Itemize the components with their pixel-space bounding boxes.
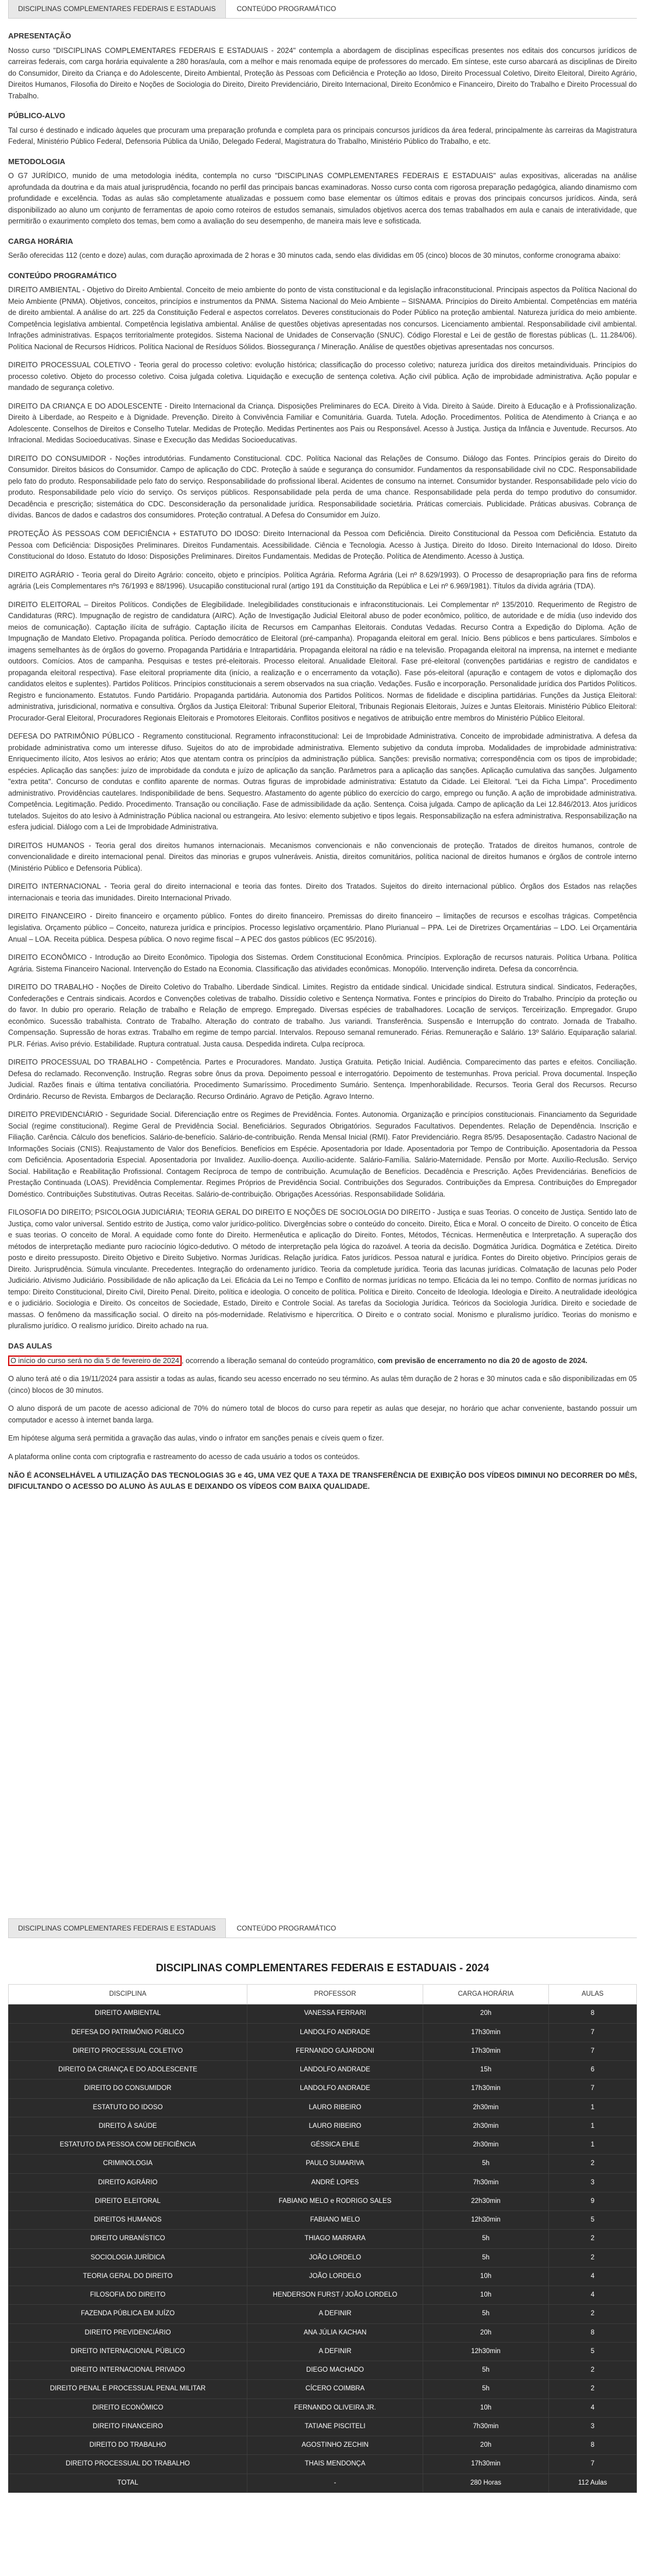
table-row [9, 2211, 637, 2230]
row-professor: ANDRÉ LOPES [247, 2173, 423, 2192]
row-professor: JOÃO LORDELO [247, 2267, 423, 2286]
discipline-topics: - Teoria geral do processo coletivo: evolução histórica; classificação do processo coletivo; natureza jurídica dos direitos metaindividuais. Princípios do processo coletivo. Objeto do processo coletivo. Coisa julgada coletiva. Liquidação e execução de sentença coletiva. Ação civil pública. Ação de improbidade administrativa. Ação popular e mandado de segurança coletivo. [8, 361, 637, 392]
row-professor: A DEFINIR [247, 2305, 423, 2323]
row-professor: FERNANDO OLIVEIRA JR. [247, 2398, 423, 2417]
discipline-name: DIREITO DO CONSUMIDOR [8, 454, 107, 463]
table-row [9, 2305, 637, 2323]
row-professor: FERNANDO GAJARDONI [247, 2042, 423, 2060]
row-aulas: 8 [548, 2436, 636, 2455]
row-aulas: 4 [548, 2267, 636, 2286]
row-disciplina: FILOSOFIA DO DIREITO [9, 2286, 247, 2305]
row-carga: 20h [423, 2436, 549, 2455]
discipline-name: DIREITO DA CRIANÇA E DO ADOLESCENTE [8, 402, 162, 410]
row-carga: 17h30min [423, 2042, 549, 2060]
discipline-item [8, 982, 637, 1050]
discipline-name: DIREITO PROCESSUAL DO TRABALHO [8, 1058, 148, 1067]
discipline-topics: : Direito Internacional da Pessoa com Deficiência. Direito Constitucional da Pessoa com Deficiência. Estatuto da Pessoa com Deficiência: Disposições Preliminares. Direitos Fundamentais. Acessibilidade. Ciência e Tecnologia. Acesso à Justiça. Direito do Idoso. Direito Internacional do Idoso. Direito Constitucional do Idoso. Estatuto do Idoso: Disposições Preliminares. Direitos Fundamentais. Medidas de Proteção. Política de Atendimento. Acesso à Justiça. [8, 530, 637, 561]
table-row [9, 2267, 637, 2286]
row-professor: GÉSSICA EHLE [247, 2136, 423, 2155]
discipline-name: DIREITO AMBIENTAL [8, 286, 80, 294]
row-carga: 5h [423, 2155, 549, 2173]
discipline-topics: - Competência. Partes e Procuradores. Mandato. Justiça Gratuita. Petição Inicial. Audiência. Comparecimento das partes e efeitos. Conciliação. Defesa do reclamado. Reconvenção. Instrução. Regras sobre ônus da prova. Depoimento pessoal e interrogatório. Depoimento de testemunhas. Prova pericial. Prova documental. Inspeção Judicial. Razões finais e última tentativa conciliatória. Procedimento Sumaríssimo. Procedimento Sumário. Sentença. Impenhorabilidade. Recursos. Teoria Geral dos Recursos. Recurso Ordinário. Recurso de Revista. Embargos de Declaração. Recurso Ordinário. Agravo de Petição. Agravo Interno. [8, 1058, 637, 1101]
row-aulas: 7 [548, 2042, 636, 2060]
discipline-topics: – Direitos Políticos. Condições de Elegibilidade. Inelegibilidades constitucionais e infraconstitucionais. Lei Complementar nº 135/2010. Requerimento de Registro de Candidaturas (RRC). Impugnação de registro de candidatura (AIRC). Ação de Investigação Judicial Eleitoral abuso de poder econômico, político, de autoridade e de mídia (uso indevido dos meios de comunicação). Captação ilícita de sufrágio. Captação ilícita de Recursos em Campanhas Eleitorais. Condutas Vedadas. Recurso Contra a Expedição do Diploma. Ação de Impugnação de Mandato Eletivo. Propaganda política. Período democrático de Eleitoral (pré-campanha). Propaganda eleitoral em geral. Início. Bens públicos e bens particulares. Símbolos e imagens semelhantes às de órgãos do governo. Propaganda Partidária e Intrapartidária. Propaganda eleitoral na rádio e na televisão. Propaganda eleitoral na imprensa, na internet e mediante outdoors. Comícios. Atos de campanha. Pesquisas e testes pré-eleitorais. Processo eleitoral. Anualidade Eleitoral. Fase pré-eleitoral (convenções partidárias e registro de candidatos e propaganda eleitoral respectiva). Fase eleitoral propriamente dita (início, a realização e o encerramento da votação). Fase pós-eleitoral (apuração e contagem de votos e diplomação dos candidatos eleitos e suplentes). Partidos Políticos. Princípios constitucionais a serem observados na sua criação. Vedações. Fusão e incorporação. Personalidade jurídica dos Partidos Políticos. Registro e funcionamento. Estatutos. Fundo Partidário. Propaganda partidária. Autonomia dos Partidos Políticos. Normas de fidelidade e disciplina partidárias. Funções da Justiça Eleitoral: administrativa, jurisdicional, normativa e consultiva. Órgãos da Justiça Eleitoral: Tribunal Superior Eleitoral, Tribunais Regionais Eleitorais, Juízes e Juntas Eleitorais. Ministério Público Eleitoral: Procurador-Geral Eleitoral, Procuradores Regionais Eleitorais e Promotores Eleitorais. Conflitos positivos e negativos de atribuição entre membros do Ministério Público Eleitoral. [8, 600, 637, 722]
row-aulas: 2 [548, 2248, 636, 2267]
row-disciplina: DIREITO INTERNACIONAL PÚBLICO [9, 2342, 247, 2361]
table-row [9, 2248, 637, 2267]
row-disciplina: ESTATUTO DO IDOSO [9, 2098, 247, 2117]
row-aulas: 5 [548, 2211, 636, 2230]
table-row [9, 2286, 637, 2305]
total-carga: 280 Horas [423, 2474, 549, 2492]
row-professor: LAURO RIBEIRO [247, 2098, 423, 2117]
row-aulas: 7 [548, 2080, 636, 2098]
row-disciplina: SOCIOLOGIA JURÍDICA [9, 2248, 247, 2267]
row-carga: 12h30min [423, 2211, 549, 2230]
schedule-title: DISCIPLINAS COMPLEMENTARES FEDERAIS E ESTADUAIS - 2024 [155, 1962, 490, 1974]
row-professor: FABIANO MELO e RODRIGO SALES [247, 2192, 423, 2210]
discipline-item [8, 1057, 637, 1102]
table-row [9, 2023, 637, 2042]
row-disciplina: DIREITO DA CRIANÇA E DO ADOLESCENTE [9, 2061, 247, 2080]
table-row [9, 2192, 637, 2210]
discipline-topics: - Regramento constitucional. Regramento infraconstitucional: Lei de Improbidade Administrativa. Conceito de improbidade administrativa. A defesa da probidade administrativa como um interesse difuso. Sujeitos do ato de improbidade administrativa. Elemento subjetivo da conduta ímproba. Modalidades de improbidade administrativa: Enriquecimento ilícito, Atos lesivos ao erário; Atos que atentam contra os princípios da administração pública. Sanções: previsão normativa; correspondência com os tipos de improbidade; espécies. Aplicação das sanções: juízo de improbidade da conduta e juízo de aplicação da sanção. Parâmetros para a aplicação das sanções. Aplicação cumulativa das sanções. Julgamento "extra petita". Concurso de condutas e conflito aparente de normas. Outras figuras de improbidade administrativa: Estatuto da Cidade. Lei Eleitoral. "Lei da Ficha Limpa". Procedimento administrativo. Providências cautelares. Indisponibilidade de bens. Sequestro. Afastamento do agente público do exercício do cargo, emprego ou função. A ação de improbidade administrativa. Competência. Legitimação. Pedido. Procedimento. Transação ou conciliação. Fase de admissibilidade da ação. Sentença. Coisa julgada. Campo de aplicação da Lei 12.846/2013. Atos jurídicos tutelados. Sujeitos do ato lesivo à Administração Pública nacional ou estrangeira. Ato lesivo: elemento subjetivo e tipos legais. Responsabilização na esfera administrativa. Responsabilização na esfera judicial. Diálogo com a Lei de Improbidade Administrativa. [8, 732, 637, 832]
discipline-topics: - Teoria geral do direito internacional e teoria das fontes. Direito dos Tratados. Sujeitos do direito internacional público. Órgãos dos Estados nas relações internacionais e teoria das imunidades. Direito Internacional Privado. [8, 882, 637, 902]
row-disciplina: DIREITO ECONÔMICO [9, 2398, 247, 2417]
schedule-body [9, 2004, 637, 2493]
row-disciplina: DEFESA DO PATRIMÔNIO PÚBLICO [9, 2023, 247, 2042]
discipline-topics: - Direito financeiro e orçamento público. Fontes do direito financeiro. Premissas do direito financeiro – limitações de recursos e escolhas trágicas. Competência legislativa. Orçamento público – Conceito, natureza jurídica e princípios. Processo legislativo orçamentário. Plano Plurianual – PPA. Lei de Diretrizes Orçamentárias – LDO. Lei Orçamentária Anual – LOA. Receita pública. Despesa pública. O novo regime fiscal – A PEC dos gastos públicos (EC 95/2016). [8, 912, 637, 943]
tab-bar-bottom [8, 1919, 637, 1938]
table-row [9, 2436, 637, 2455]
table-row [9, 2342, 637, 2361]
total-disciplina: TOTAL [9, 2474, 247, 2492]
row-carga: 10h [423, 2398, 549, 2417]
discipline-item [8, 360, 637, 394]
tab-conteudo[interactable]: CONTEÚDO PROGRAMÁTICO [227, 0, 346, 18]
discipline-topics: - Teoria geral dos direitos humanos internacionais. Mecanismos convencionais e não convencionais de proteção. Tratados de direitos humanos, controle de convencionalidade e direito internacional penal. Direitos das minorias e grupos vulneráveis. Anistia, direitos comunitários, política nacional de direitos humanos e órgãos de controle interno (Ministério Público e Defensoria Pública). [8, 841, 637, 872]
header-aulas: AULAS [548, 1985, 636, 2004]
row-professor: TATIANE PISCITELI [247, 2417, 423, 2436]
row-aulas: 3 [548, 2417, 636, 2436]
discipline-item [8, 911, 637, 945]
row-disciplina: DIREITO PREVIDENCIÁRIO [9, 2323, 247, 2342]
row-aulas: 7 [548, 2023, 636, 2042]
aulas-access-text: O aluno terá até o dia 19/11/2024 para assistir a todas as aulas, ficando seu acesso encerrado no seu término. As aulas têm duração de 2 horas e 30 minutos cada e são disponibilizadas em 05 (cinco) blocos de 30 minutos. [8, 1375, 637, 1395]
discipline-item [8, 528, 637, 563]
row-carga: 2h30min [423, 2117, 549, 2135]
discipline-name: DIREITO FINANCEIRO [8, 912, 87, 921]
apresentacao-text: Nosso curso "DISCIPLINAS COMPLEMENTARES FEDERAIS E ESTADUAIS - 2024" contempla a abordagem de disciplinas específicas presentes nos editais dos concursos jurídicos de carreiras federais, com carga horária equivalente a 280 horas/aula, com a melhor e mais renomada equipe de professores do mercado. Em síntese, este curso abarcará as disciplinas de Direito do Consumidor, Direito da Criança e do Adolescente, Direito Ambiental, Proteção às Pessoas com Deficiência e Proteção ao Idoso, Direito Processual Coletivo, Direito Eleitoral, Direito Agrário, Direitos Humanos, Filosofia do Direito e Noções de Sociologia do Direito, Direito Previdenciário, Direito Internacional, Direito Econômico e Financeiro, Direito do Trabalho e Direito Processual do Trabalho. [8, 46, 637, 100]
section-title-carga: CARGA HORÁRIA [8, 236, 73, 246]
row-carga: 17h30min [423, 2023, 549, 2042]
row-disciplina: ESTATUTO DA PESSOA COM DEFICIÊNCIA [9, 2136, 247, 2155]
table-row [9, 2155, 637, 2173]
row-disciplina: DIREITO FINANCEIRO [9, 2417, 247, 2436]
row-aulas: 2 [548, 2361, 636, 2380]
row-disciplina: CRIMINOLOGIA [9, 2155, 247, 2173]
discipline-topics: - Direito Internacional da Criança. Disposições Preliminares do ECA. Direito à Vida. Direito à Saúde. Direito à Educação e à Profissionalização. Direito à Liberdade, ao Respeito e à Dignidade. Prevenção. Direito à Convivência Familiar e Comunitária. Guarda. Tutela. Adoção. Procedimentos. Política de Atendimento à Criança e ao Adolescente. Conselhos de Direitos e Conselho Tutelar. Medidas de Proteção. Medidas Pertinentes aos Pais ou Responsável. Acesso à Justiça. Justiça da Infância e Juventude. Recursos. Ato Infracional. Medidas Socioeducativas. Sinase e Execução das Medidas Socioeducativas. [8, 402, 637, 445]
row-aulas: 7 [548, 2455, 636, 2474]
row-disciplina: DIREITO À SAÚDE [9, 2117, 247, 2135]
row-professor: VANESSA FERRARI [247, 2004, 423, 2023]
tab-bar [8, 0, 637, 19]
table-row [9, 2136, 637, 2155]
metodologia-text: O G7 JURÍDICO, munido de uma metodologia inédita, contempla no curso "DISCIPLINAS COMPLEMENTARES FEDERAIS E ESTADUAIS" aulas expositivas, aliceradas na análise aprofundada da doutrina e da mais atual jurisprudência, focando no perfil das principais bancas examinadoras. Nosso curso conta com rigorosa preparação pedagógica, aliando dinamismo com profundidade e excelência. Todas as aulas são completamente atualizadas e possuem como base elementar os últimos editais e provas dos principais concursos jurídicos. Ainda, será disponibilizado ao aluno um conjunto de ferramentas de apoio como roteiros de estudos semanais, simulados objetivos acerca dos temas trabalhados em aula e canais de interatividade, que permitirão o exaurimento completo dos temas, bem como a avaliação do seu desempenho, de maneira mais leve e sofisticada. [8, 172, 637, 226]
row-carga: 15h [423, 2061, 549, 2080]
discipline-list [8, 285, 637, 1332]
row-carga: 5h [423, 2305, 549, 2323]
row-aulas: 2 [548, 2230, 636, 2248]
row-carga: 12h30min [423, 2342, 549, 2361]
row-carga: 5h [423, 2230, 549, 2248]
row-professor: AGOSTINHO ZECHIN [247, 2436, 423, 2455]
aulas-start-text [8, 1356, 637, 1367]
discipline-name: PROTEÇÃO ÀS PESSOAS COM DEFICIÊNCIA + ESTATUTO DO IDOSO [8, 530, 258, 538]
row-professor: HENDERSON FURST / JOÃO LORDELO [247, 2286, 423, 2305]
row-professor: ANA JÚLIA KACHAN [247, 2323, 423, 2342]
table-row [9, 2398, 637, 2417]
discipline-topics: - Objetivo do Direito Ambiental. Conceito de meio ambiente do ponto de vista constitucional e da legislação infraconstitucional. Principais aspectos da Política Nacional do Meio Ambiente (PNMA). Objetivos, conceitos, princípios e instrumentos da PNMA. Sistema Nacional do Meio Ambiente – SISNAMA. Princípios do Direito Ambiental. Competências em matéria de direito ambiental. A análise do art. 225 da Constituição Federal e aspectos correlatos. Deveres constitucionais do Poder Público na proteção ambiental. Natureza jurídica do meio ambiente. Competência legislativa ambiental. Competência legislativa ambiental. Análise de questões objetivas apresentadas nos concursos. Licenciamento ambiental. Responsabilidade civil ambiental. Infrações administrativas. Espaços territorialmente protegidos. Sistema Nacional de Unidades de Conservação (SNUC). Código Florestal e Lei de gestão de florestas públicas (L. 11.284/06). Política Nacional de Recursos Hídricos. Política Nacional de Resíduos Sólidos. Biossegurança / Mineração. Análise de questões objetivas apresentadas nos concursos. [8, 286, 637, 351]
discipline-item [8, 731, 637, 833]
aulas-recording-text: Em hipótese alguma será permitida a gravação das aulas, vindo o infrator em sanções penais e cíveis quem o fizer. [8, 1434, 384, 1443]
discipline-name: DIREITO DO TRABALHO [8, 983, 94, 992]
discipline-item [8, 599, 637, 725]
row-carga: 2h30min [423, 2136, 549, 2155]
table-row [9, 2380, 637, 2398]
row-disciplina: DIREITO PROCESSUAL COLETIVO [9, 2042, 247, 2060]
table-row [9, 2323, 637, 2342]
discipline-topics: - Justiça e suas Teorias. O conceito de Justiça. Sentido lato de Justiça, como valor universal. Sentido estrito de Justiça, como valor jurídico-político. Divergências sobre o conteúdo do conceito. Direito, Ética e Moral. O conceito de Direito. O conceito de Ética e suas teorias. O conceito de Moral. A equidade como fonte do Direito. Hermenêutica e aplicação do Direito. Fontes, Métodos, Técnicas. Hermenêutica e Interpretação. A superação dos métodos de interpretação mediante puro raciocínio lógico-dedutivo. O método de interpretação pela lógica do razoável. A teoria da decisão. Dogmática Jurídica. Dogmática e Zetética. Direito posto e direito pressuposto. Direito Objetivo e Direito Subjetivo. Normas Jurídicas. Relação jurídica. Fatos jurídicos. Pessoa natural e jurídica. Fontes do Direito objetivo. Princípios gerais de Direito. Jurisprudência. Súmula vinculante. Precedentes. Integração do ordenamento jurídico. Teoria da completude jurídica. Teoria das lacunas jurídicas. Colmatação de lacunas pelo Poder Judiciário. Ativismo Judiciário. Possibilidade de não aplicação da Lei. Eficácia da Lei no Tempo e Conflito de normas jurídicas no tempo. Eficácia da lei no tempo. Conflito de normas jurídicas no tempo: Direito Constitucional, Direito Civil, Direito Penal. Direito, política e ideologia. O conceito de política. Política e Direito. Conceito de Ideologia. Ideologia e Direito. A neutralidade ideológica e o judiciário. Sociologia e Direito. Os conceitos de Sociedade, Estado, Direito e Controle Social. As tarefas da Sociologia Jurídica. Teóricos da Sociologia Jurídica. Direito e sociedade de massas. O fenômeno da massificação social. O direito na pós-modernidade. Relativismo e hipercrítica. O Direito e o contrato social. Monismo e pluralismo jurídico. Teorias do monismo e pluralismo jurídico. O realismo jurídico. Direito achado na rua. [8, 1208, 637, 1330]
row-carga: 2h30min [423, 2098, 549, 2117]
discipline-item [8, 952, 637, 975]
discipline-item [8, 285, 637, 353]
header-professor: PROFESSOR [247, 1985, 423, 2004]
table-row [9, 2042, 637, 2060]
tab-conteudo-bottom[interactable]: CONTEÚDO PROGRAMÁTICO [227, 1918, 346, 1938]
row-aulas: 3 [548, 2173, 636, 2192]
row-disciplina: FAZENDA PÚBLICA EM JUÍZO [9, 2305, 247, 2323]
row-carga: 10h [423, 2286, 549, 2305]
row-carga: 7h30min [423, 2173, 549, 2192]
row-disciplina: DIREITO PROCESSUAL DO TRABALHO [9, 2455, 247, 2474]
discipline-name: DIREITO PREVIDENCIÁRIO [8, 1110, 103, 1119]
row-disciplina: DIREITO AMBIENTAL [9, 2004, 247, 2023]
total-row [9, 2474, 637, 2492]
bandwidth-warning: NÃO É ACONSELHÁVEL A UTILIZAÇÃO DAS TECNOLOGIAS 3G e 4G, UMA VEZ QUE A TAXA DE TRANSFERÊNCIA DE EXIBIÇÃO DOS VÍDEOS DIMINUI NO DECORRER DO MÊS, DIFICULTANDO O ACESSO DO ALUNO ÀS AULAS E DEIXANDO OS VÍDEOS COM BAIXA QUALIDADE. [8, 1471, 637, 1491]
aulas-start-rest: , ocorrendo a liberação semanal do conteúdo programático, [181, 1356, 376, 1365]
discipline-name: DIREITO PROCESSUAL COLETIVO [8, 361, 131, 370]
row-aulas: 8 [548, 2323, 636, 2342]
row-aulas: 1 [548, 2098, 636, 2117]
row-professor: THAIS MENDONÇA [247, 2455, 423, 2474]
table-row [9, 2455, 637, 2474]
row-aulas: 2 [548, 2155, 636, 2173]
row-disciplina: TEORIA GERAL DO DIREITO [9, 2267, 247, 2286]
row-disciplina: DIREITO ELEITORAL [9, 2192, 247, 2210]
discipline-topics: - Seguridade Social. Diferenciação entre os Regimes de Previdência. Fontes. Autonomia. Organização e princípios constitucionais. Financiamento da Seguridade Social (regime constitucional). Regime Geral de Previdência Social. Beneficiários. Segurados Obrigatórios. Segurados Facultativos. Dependentes. Relação de Dependência. Inscrição e Filiação. Carência. Cálculo dos benefícios. Salário-de-benefício. Salário-de-contribuição. Renda Mensal Inicial (RMI). Fator Previdenciário. Regra 85/95. Desaposentação. Cadastro Nacional de Informações Sociais (CNIS). Reajustamento de Valor dos Benefícios. Benefícios em Espécie. Aposentadoria por Idade. Aposentadoria por Tempo de Contribuição. Aposentadoria da Pessoa com Deficiência. Aposentadoria Especial. Aposentadoria por Invalidez. Auxílio-doença. Auxílio-acidente. Salário-Família. Salário-Maternidade. Pensão por Morte. Auxílio-Reclusão. Serviço Social. Habilitação e Reabilitação Profissional. Contagem Recíproca de tempo de contribuição. Acumulação de Benefícios. Decadência e Prescrição. Ações Previdenciárias. Benefícios de Prestação Continuada (LOAS). Previdência Complementar. Regimes Próprios de Previdência Social. Contribuições dos Segurados. Contribuições da Empresa. Contribuições do Empregador Doméstico. Contribuições Substitutivas. Outras Receitas. Salário-de-contribuição. Obrigações Acessórias. Responsabilidade Solidária. [8, 1110, 637, 1198]
discipline-topics: - Noções de Direito Coletivo do Trabalho. Liberdade Sindical. Limites. Registro da entidade sindical. Unicidade sindical. Estrutura sindical. Sindicatos, Federações, Confederações e Centrais sindicais. Acordos e Convenções coletivas de trabalho. Dissídio coletivo e Sentença Normativa. Fontes e princípios do Direito do Trabalho. Princípio da proteção ou do favor. In dubio pro operario. Relação de trabalho e Relação de emprego. Empregado. Diversas espécies de trabalhadores. Locação de serviços. Terceirização. Empregador. Grupo econômico. Sucessão trabalhista. Contrato de Trabalho. Alteração do contrato de trabalho. Jus variandi. Transferência. Suspensão e Interrupção do contrato. Jornada de Trabalho. Compensação. Supressão de horas extras. Trabalho em regime de tempo parcial. Intervalos. Repouso semanal remunerado. Férias. Remuneração e Salário. 13º Salário. Equiparação salarial. PLR. Férias. Aviso prévio. Estabilidade. Ruptura contratual. Justa causa. Despedida indireta. Culpa recíproca. [8, 983, 637, 1048]
tab-disciplinas[interactable]: DISCIPLINAS COMPLEMENTARES FEDERAIS E ESTADUAIS [8, 0, 226, 18]
table-row [9, 2061, 637, 2080]
table-row [9, 2080, 637, 2098]
row-aulas: 2 [548, 2305, 636, 2323]
total-professor: - [247, 2474, 423, 2492]
discipline-name: DIREITO ELEITORAL [8, 600, 81, 609]
row-carga: 17h30min [423, 2455, 549, 2474]
row-professor: LANDOLFO ANDRADE [247, 2023, 423, 2042]
row-disciplina: DIREITO INTERNACIONAL PRIVADO [9, 2361, 247, 2380]
row-aulas: 8 [548, 2004, 636, 2023]
row-aulas: 4 [548, 2398, 636, 2417]
discipline-item [8, 570, 637, 592]
tab-disciplinas-bottom[interactable]: DISCIPLINAS COMPLEMENTARES FEDERAIS E ESTADUAIS [8, 1918, 226, 1938]
row-professor: LAURO RIBEIRO [247, 2117, 423, 2135]
row-disciplina: DIREITO PENAL E PROCESSUAL PENAL MILITAR [9, 2380, 247, 2398]
discipline-item [8, 1207, 637, 1332]
row-carga: 22h30min [423, 2192, 549, 2210]
row-professor: CÍCERO COIMBRA [247, 2380, 423, 2398]
row-carga: 5h [423, 2248, 549, 2267]
row-carga: 20h [423, 2323, 549, 2342]
header-carga: CARGA HORÁRIA [423, 1985, 549, 2004]
table-row [9, 2417, 637, 2436]
course-start-highlight: O início do curso será no dia 5 de fevereiro de 2024 [8, 1356, 182, 1366]
schedule-header-row [9, 1985, 637, 2004]
row-carga: 10h [423, 2267, 549, 2286]
row-aulas: 9 [548, 2192, 636, 2210]
discipline-item [8, 840, 637, 875]
row-carga: 5h [423, 2380, 549, 2398]
table-row [9, 2004, 637, 2023]
row-professor: PAULO SUMARIVA [247, 2155, 423, 2173]
row-disciplina: DIREITOS HUMANOS [9, 2211, 247, 2230]
section-title-metodologia: METODOLOGIA [8, 157, 65, 166]
total-aulas: 112 Aulas [548, 2474, 636, 2492]
row-professor: THIAGO MARRARA [247, 2230, 423, 2248]
discipline-name: DIREITO INTERNACIONAL [8, 882, 101, 891]
row-aulas: 6 [548, 2061, 636, 2080]
table-row [9, 2361, 637, 2380]
discipline-item [8, 881, 637, 904]
section-title-conteudo: CONTEÚDO PROGRAMÁTICO [8, 271, 117, 280]
table-row [9, 2098, 637, 2117]
discipline-topics: - Noções introdutórias. Fundamento Constitucional. CDC. Política Nacional das Relações de Consumo. Diálogo das Fontes. Princípios gerais do Direito do Consumidor. Direitos básicos do Consumidor. Campo de aplicação do CDC. Proteção à saúde e segurança do consumidor. Fundamentos da responsabilidade civil no CDC. Responsabilidade pelo fato do produto. Responsabilidade pelo fato do serviço. Responsabilidade do profissional liberal. Acidentes de consumo na internet. Consumidor bystander. Responsabilidade pelo vício do produto. Responsabilidade pelo vício do serviço. Os serviços públicos. Responsabilidade pela perda de uma chance. Responsabilidade pela perda do tempo produtivo do consumidor. Decadência e prescrição; sistemática do CDC. Desconsideração da personalidade jurídica. Responsabilidade societária. Práticas comerciais. Publicidade. Práticas abusivas. Cobrança de dívidas. Bancos de dados e cadastros dos consumidores. Proteção contratual. A Defesa do Consumidor em Juízo. [8, 454, 637, 520]
row-aulas: 4 [548, 2286, 636, 2305]
row-aulas: 1 [548, 2136, 636, 2155]
section-title-apresentacao: APRESENTAÇÃO [8, 31, 72, 40]
row-carga: 7h30min [423, 2417, 549, 2436]
row-disciplina: DIREITO DO CONSUMIDOR [9, 2080, 247, 2098]
row-disciplina: DIREITO DO TRABALHO [9, 2436, 247, 2455]
discipline-name: FILOSOFIA DO DIREITO; PSICOLOGIA JUDICIÁRIA; TEORIA GERAL DO DIREITO E NOÇÕES DE SOCIOLOGIA DO DIREITO [8, 1208, 431, 1217]
discipline-name: DIREITO ECONÔMICO [8, 953, 87, 962]
row-professor: FABIANO MELO [247, 2211, 423, 2230]
aulas-extra-text: O aluno disporá de um pacote de acesso adicional de 70% do número total de blocos do curso para repetir as aulas que desejar, no horário que achar conveniente, bastando possuir um computador e acesso à internet banda larga. [8, 1404, 637, 1424]
discipline-name: DEFESA DO PATRIMÔNIO PÚBLICO [8, 732, 134, 741]
publico-text: Tal curso é destinado e indicado àqueles que procuram uma preparação profunda e completa para os principais concursos jurídicos da área federal, principalmente às carreiras da Magistratura Federal, Ministério Público Federal, Defensoria Pública da União, Delegado Federal, Magistratura do Trabalho, Ministério Público do Trabalho, e etc. [8, 126, 637, 146]
section-title-publico: PÚBLICO-ALVO [8, 111, 65, 120]
row-aulas: 2 [548, 2380, 636, 2398]
row-aulas: 5 [548, 2342, 636, 2361]
row-carga: 17h30min [423, 2080, 549, 2098]
schedule-table [8, 1984, 637, 2493]
row-professor: DIEGO MACHADO [247, 2361, 423, 2380]
row-professor: A DEFINIR [247, 2342, 423, 2361]
course-document [8, 19, 637, 1904]
row-professor: LANDOLFO ANDRADE [247, 2061, 423, 2080]
table-row [9, 2117, 637, 2135]
discipline-name: DIREITOS HUMANOS [8, 841, 84, 850]
discipline-name: DIREITO AGRÁRIO [8, 570, 74, 579]
section-title-aulas: DAS AULAS [8, 1342, 52, 1350]
row-professor: LANDOLFO ANDRADE [247, 2080, 423, 2098]
row-carga: 20h [423, 2004, 549, 2023]
discipline-item [8, 453, 637, 521]
table-row [9, 2173, 637, 2192]
row-disciplina: DIREITO URBANÍSTICO [9, 2230, 247, 2248]
discipline-item [8, 401, 637, 446]
aulas-end-date: com previsão de encerramento no dia 20 de agosto de 2024. [375, 1356, 588, 1365]
row-aulas: 1 [548, 2117, 636, 2135]
row-disciplina: DIREITO AGRÁRIO [9, 2173, 247, 2192]
header-disciplina: DISCIPLINA [9, 1985, 247, 2004]
row-carga: 5h [423, 2361, 549, 2380]
carga-text: Serão oferecidas 112 (cento e doze) aulas, com duração aproximada de 2 horas e 30 minutos cada, sendo elas divididas em 05 (cinco) blocos de 30 minutos, conforme cronograma abaixo: [8, 251, 621, 260]
discipline-topics: - Introdução ao Direito Econômico. Tipologia dos Sistemas. Ordem Constitucional Econômica. Princípios. Exploração de recursos naturais. Política Urbana. Política Agrária. Sistema Financeiro Nacional. Intervenção do Estado na Economia. Classificação das atividades econômicas. Monopólio. Intervenção indireta. Defesa da concorrência. [8, 953, 637, 973]
row-professor: JOÃO LORDELO [247, 2248, 423, 2267]
discipline-topics: - Teoria geral do Direito Agrário: conceito, objeto e princípios. Política Agrária. Reforma Agrária (Lei nº 8.629/1993). O Processo de desapropriação para fins de reforma agrária (Leis Complementares nºs 76/1993 e 88/1996). Usucapião constitucional rural (artigo 191 da Constituição da República e Lei nº 6.969/1981). Títulos da dívida agrária (TDA). [8, 570, 637, 591]
aulas-platform-text: A plataforma online conta com criptografia e rastreamento do acesso de cada usuário a todos os conteúdos. [8, 1452, 360, 1461]
discipline-item [8, 1109, 637, 1200]
table-row [9, 2230, 637, 2248]
